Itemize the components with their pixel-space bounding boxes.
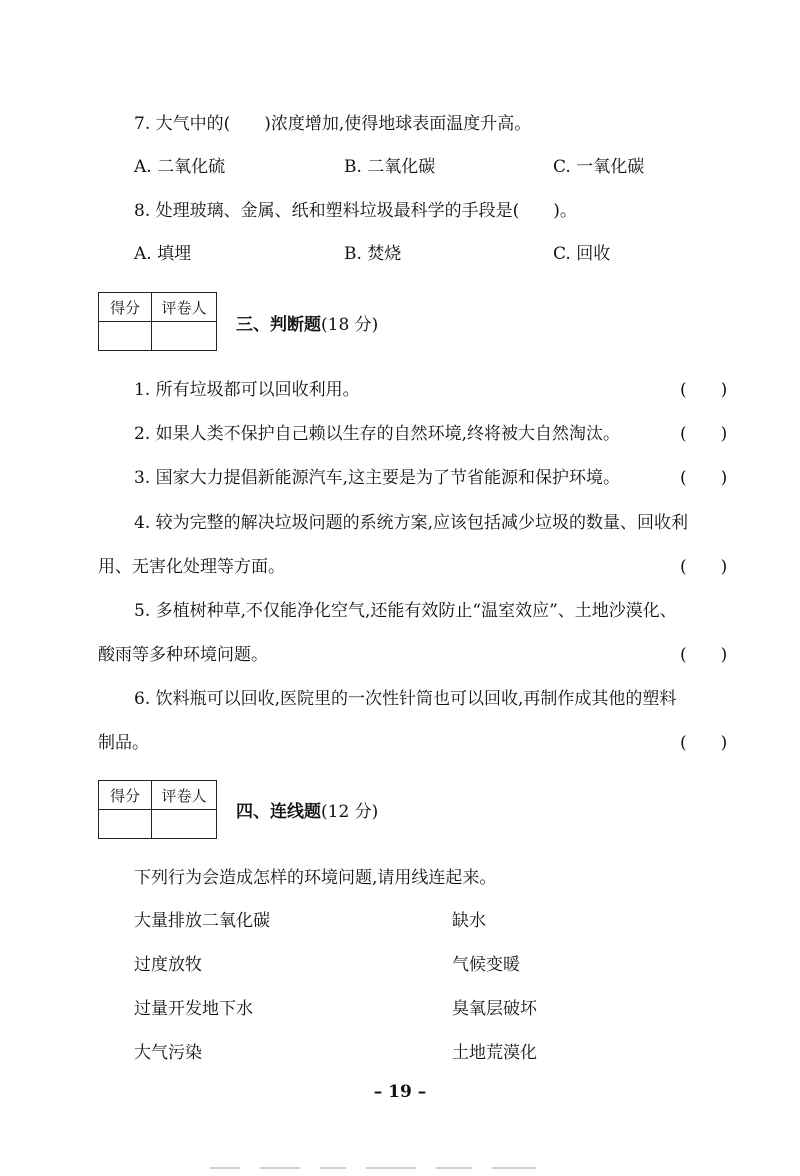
section-3-title xyxy=(236,313,378,337)
judge-answer-5[interactable]: ( ) xyxy=(680,645,728,665)
bleed-through-marks xyxy=(200,1160,580,1176)
judge-item-5-line1: 5. 多植树种草,不仅能净化空气,还能有效防止“温室效应”、土地沙漠化、 xyxy=(134,601,677,621)
score-label: 得分 xyxy=(99,781,152,810)
match-right-2[interactable]: 气候变暖 xyxy=(452,955,520,975)
judge-answer-4[interactable]: ( ) xyxy=(680,557,728,577)
judge-item-6-line1: 6. 饮料瓶可以回收,医院里的一次性针筒也可以回收,再制作成其他的塑料 xyxy=(134,689,677,709)
judge-item-4-line2: 用、无害化处理等方面。 xyxy=(98,557,285,577)
question-8-stem: 8. 处理玻璃、金属、纸和塑料垃圾最科学的手段是( )。 xyxy=(134,201,577,221)
judge-answer-1[interactable]: ( ) xyxy=(680,380,728,400)
question-8-option-c: C. 回收 xyxy=(553,244,611,264)
judge-answer-6[interactable]: ( ) xyxy=(680,733,728,753)
matching-instruction: 下列行为会造成怎样的环境问题,请用线连起来。 xyxy=(134,868,497,888)
match-left-3[interactable]: 过量开发地下水 xyxy=(134,999,253,1019)
question-8-option-a: A. 填埋 xyxy=(134,244,192,264)
match-left-4[interactable]: 大气污染 xyxy=(134,1043,202,1063)
section-3-points: (18 分) xyxy=(321,315,379,335)
match-right-3[interactable]: 臭氧层破坏 xyxy=(452,999,537,1019)
score-label: 得分 xyxy=(99,293,152,322)
grader-cell xyxy=(152,810,217,839)
score-cell xyxy=(99,322,152,351)
question-7-option-a: A. 二氧化硫 xyxy=(134,157,226,177)
judge-item-2: 2. 如果人类不保护自己赖以生存的自然环境,终将被大自然淘汰。 xyxy=(134,424,621,444)
section-3-heading: 三、判断题 xyxy=(236,315,321,335)
match-right-1[interactable]: 缺水 xyxy=(452,911,486,931)
judge-answer-3[interactable]: ( ) xyxy=(680,468,728,488)
match-left-2[interactable]: 过度放牧 xyxy=(134,955,202,975)
section-4-points: (12 分) xyxy=(321,802,379,822)
grader-label: 评卷人 xyxy=(152,781,217,810)
section-4-heading: 四、连线题 xyxy=(236,802,321,822)
question-7-option-c: C. 一氧化碳 xyxy=(553,157,645,177)
question-8-option-b: B. 焚烧 xyxy=(344,244,402,264)
judge-answer-2[interactable]: ( ) xyxy=(680,424,728,444)
grader-label: 评卷人 xyxy=(152,293,217,322)
question-7-stem: 7. 大气中的( )浓度增加,使得地球表面温度升高。 xyxy=(134,114,532,134)
score-cell xyxy=(99,810,152,839)
judge-item-5-line2: 酸雨等多种环境问题。 xyxy=(98,645,268,665)
judge-item-4-line1: 4. 较为完整的解决垃圾问题的系统方案,应该包括减少垃圾的数量、回收利 xyxy=(134,513,689,533)
judge-item-3: 3. 国家大力提倡新能源汽车,这主要是为了节省能源和保护环境。 xyxy=(134,468,621,488)
section-4-title xyxy=(236,800,378,824)
score-box-section4 xyxy=(98,780,217,839)
page-number: – 19 – xyxy=(373,1082,427,1102)
judge-item-6-line2: 制品。 xyxy=(98,733,149,753)
match-left-1[interactable]: 大量排放二氧化碳 xyxy=(134,911,270,931)
match-right-4[interactable]: 土地荒漠化 xyxy=(452,1043,537,1063)
grader-cell xyxy=(152,322,217,351)
score-box-section3 xyxy=(98,292,217,351)
question-7-option-b: B. 二氧化碳 xyxy=(344,157,436,177)
judge-item-1: 1. 所有垃圾都可以回收利用。 xyxy=(134,380,360,400)
